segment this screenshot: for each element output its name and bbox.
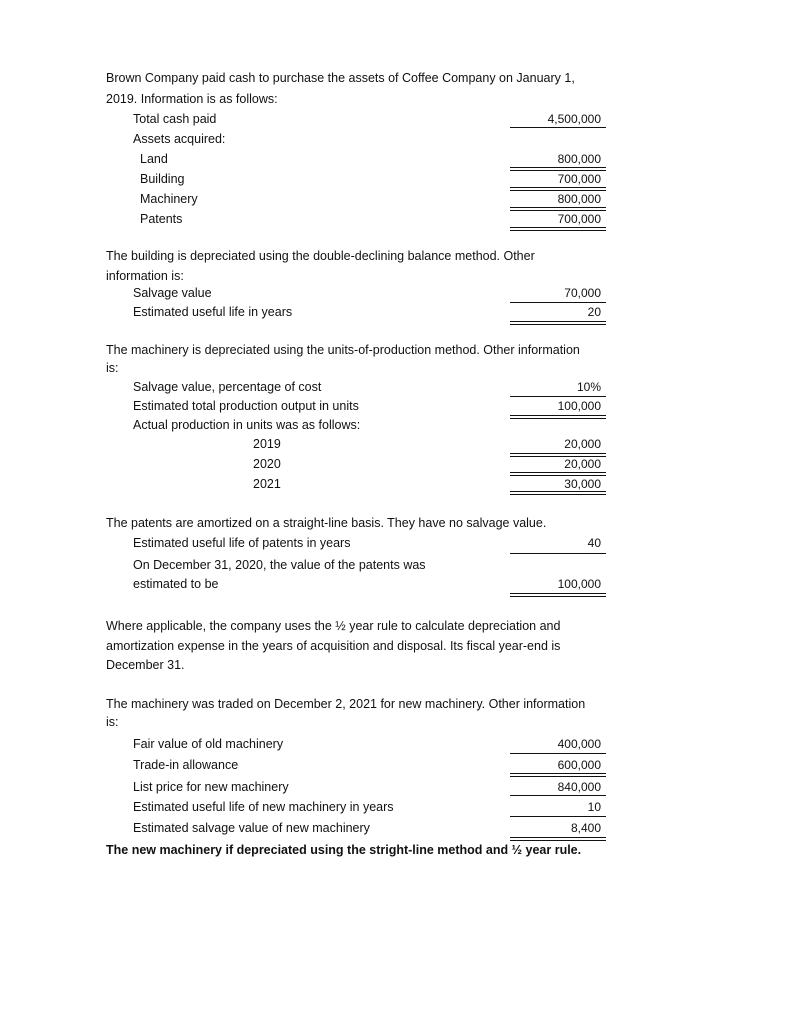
rule-line: [510, 494, 606, 495]
rule-line: [510, 773, 606, 774]
rule-line: [510, 596, 606, 597]
building-line-2: information is:: [106, 269, 184, 283]
rule-line-3: December 31.: [106, 658, 185, 672]
intro-line-1: Brown Company paid cash to purchase the assets of Coffee Company on January 1,: [106, 71, 575, 85]
trade-fair-value-value: 400,000: [557, 737, 601, 751]
rule-line-2: amortization expense in the years of acquisition and disposal. Its fiscal year-end is: [106, 639, 561, 653]
year-2020-label: 2020: [253, 457, 281, 471]
year-2019-label: 2019: [253, 437, 281, 451]
trade-life-value: 10: [587, 800, 601, 814]
machinery-salvage-label: Salvage value, percentage of cost: [133, 380, 322, 394]
rule-line: [510, 167, 606, 168]
asset-land-value: 800,000: [557, 152, 601, 166]
asset-patents-value: 700,000: [557, 212, 601, 226]
rule-line: [510, 816, 606, 817]
rule-line: [510, 795, 606, 796]
rule-line: [510, 187, 606, 188]
year-2021-label: 2021: [253, 477, 281, 491]
total-cash-label: Total cash paid: [133, 112, 217, 126]
rule-line: [510, 753, 606, 754]
trade-life-label: Estimated useful life of new machinery in years: [133, 800, 394, 814]
rule-line-1: Where applicable, the company uses the ½ year rule to calculate depreciation and: [106, 619, 561, 633]
trade-list-price-value: 840,000: [557, 780, 601, 794]
rule-line: [510, 837, 606, 838]
asset-patents-label: Patents: [140, 212, 183, 226]
rule-line: [510, 840, 606, 841]
rule-line: [510, 418, 606, 419]
patents-life-label: Estimated useful life of patents in years: [133, 536, 351, 550]
patents-line-1: The patents are amortized on a straight-line basis. They have no salvage value.: [106, 516, 547, 530]
building-life-label: Estimated useful life in years: [133, 305, 293, 319]
machinery-actual-label: Actual production in units was as follows:: [133, 418, 361, 432]
rule-line: [510, 415, 606, 416]
rule-line: [510, 190, 606, 191]
patents-dec-line-2: estimated to be: [133, 577, 219, 591]
rule-line: [510, 475, 606, 476]
patents-life-value: 40: [587, 536, 601, 550]
asset-land-label: Land: [140, 152, 168, 166]
year-2021-value: 30,000: [564, 477, 601, 491]
machinery-output-value: 100,000: [557, 399, 601, 413]
machinery-line-1: The machinery is depreciated using the units-of-production method. Other information: [106, 343, 580, 357]
asset-building-label: Building: [140, 172, 185, 186]
trade-list-price-label: List price for new machinery: [133, 780, 289, 794]
trade-line-1: The machinery was traded on December 2, 2021 for new machinery. Other information: [106, 697, 586, 711]
building-salvage-label: Salvage value: [133, 286, 212, 300]
machinery-line-2: is:: [106, 361, 119, 375]
patents-dec-value: 100,000: [557, 577, 601, 591]
year-2019-value: 20,000: [564, 437, 601, 451]
trade-allowance-label: Trade-in allowance: [133, 758, 239, 772]
trade-final-note: The new machinery if depreciated using the stright-line method and ½ year rule.: [106, 843, 582, 857]
rule-line: [510, 453, 606, 454]
rule-line: [510, 593, 606, 594]
rule-line: [510, 553, 606, 554]
rule-line: [510, 776, 606, 777]
rule-line: [510, 302, 606, 303]
patents-dec-line-1: On December 31, 2020, the value of the patents was: [133, 558, 426, 572]
building-salvage-value: 70,000: [564, 286, 601, 300]
total-cash-value: 4,500,000: [547, 112, 601, 126]
year-2020-value: 20,000: [564, 457, 601, 471]
assets-label: Assets acquired:: [133, 132, 226, 146]
rule-line: [510, 321, 606, 322]
rule-line: [510, 127, 606, 128]
rule-line: [510, 170, 606, 171]
rule-line: [510, 210, 606, 211]
trade-salvage-value: 8,400: [570, 821, 601, 835]
building-life-value: 20: [587, 305, 601, 319]
building-line-1: The building is depreciated using the double-declining balance method. Other: [106, 249, 535, 263]
asset-machinery-value: 800,000: [557, 192, 601, 206]
machinery-salvage-value: 10%: [576, 380, 601, 394]
asset-machinery-label: Machinery: [140, 192, 198, 206]
trade-line-2: is:: [106, 715, 119, 729]
rule-line: [510, 207, 606, 208]
trade-allowance-value: 600,000: [557, 758, 601, 772]
rule-line: [510, 230, 606, 231]
rule-line: [510, 472, 606, 473]
rule-line: [510, 396, 606, 397]
machinery-output-label: Estimated total production output in units: [133, 399, 359, 413]
asset-building-value: 700,000: [557, 172, 601, 186]
trade-fair-value-label: Fair value of old machinery: [133, 737, 284, 751]
trade-salvage-label: Estimated salvage value of new machinery: [133, 821, 370, 835]
rule-line: [510, 324, 606, 325]
rule-line: [510, 227, 606, 228]
rule-line: [510, 491, 606, 492]
intro-line-2: 2019. Information is as follows:: [106, 92, 278, 106]
